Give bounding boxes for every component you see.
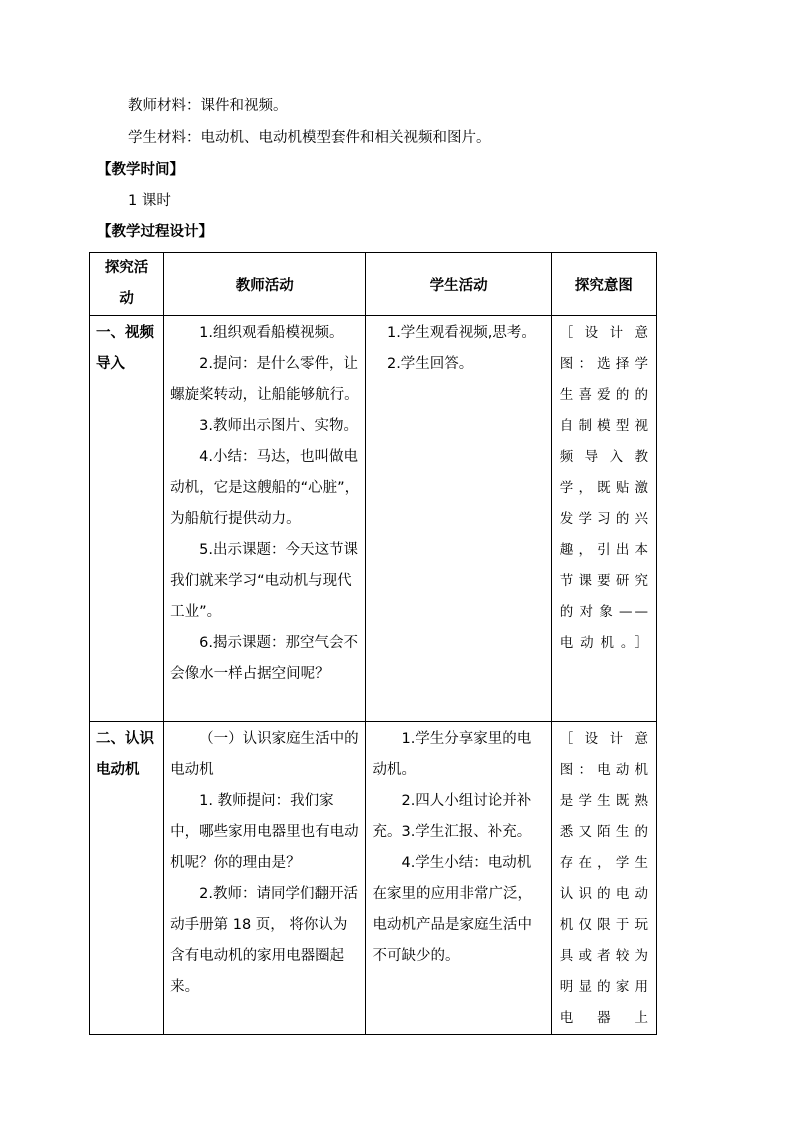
header-teacher-activity: 教师活动 bbox=[164, 253, 366, 316]
design-intent-text: ［设计意图：电动机是学生既熟悉又陌生的存在，学生认识的电动机仅限于玩具或者较为明显的家用电器上 bbox=[559, 731, 650, 1026]
student-activity-cell bbox=[366, 722, 551, 1035]
teacher-activity-cell bbox=[164, 316, 366, 722]
student-step: 2.学生回答。 bbox=[386, 356, 474, 372]
time-value: 1 课时 bbox=[128, 193, 171, 209]
intent-cell bbox=[551, 722, 656, 1035]
teacher-materials: 教师材料：课件和视频。 bbox=[128, 98, 288, 114]
header-inquiry-intent: 探究意图 bbox=[551, 253, 656, 316]
table-row bbox=[90, 722, 657, 1035]
header-inquiry-activity: 探究活动 bbox=[90, 253, 164, 316]
table-header-row bbox=[90, 253, 657, 316]
student-activity-cell bbox=[366, 316, 551, 722]
student-step: 4.学生小结：电动机在家里的应用非常广泛，电动机产品是家庭生活中不可缺少的。 bbox=[372, 855, 532, 964]
intent-cell bbox=[551, 316, 656, 722]
stage-cell: 一、视频导入 bbox=[90, 316, 164, 722]
process-heading: 【教学过程设计】 bbox=[97, 224, 213, 240]
teacher-step: 5.出示课题：今天这节课我们就来学习“电动机与现代工业”。 bbox=[170, 542, 358, 620]
teacher-step: 4.小结：马达，也叫做电动机，它是这艘船的“心脏”，为船航行提供动力。 bbox=[170, 449, 360, 527]
time-heading: 【教学时间】 bbox=[97, 162, 184, 178]
table-row bbox=[90, 316, 657, 722]
teacher-step: 1. 教师提问：我们家中，哪些家用电器里也有电动机呢？你的理由是？ bbox=[170, 793, 359, 871]
student-step: 2.四人小组讨论并补充。3.学生汇报、补充。 bbox=[372, 793, 532, 840]
teacher-activity-cell bbox=[164, 722, 366, 1035]
stage-cell: 二、认识电动机 bbox=[90, 722, 164, 1035]
student-step: 1.学生分享家里的电动机。 bbox=[372, 731, 532, 778]
teacher-step: 1.组织观看船模视频。 bbox=[199, 325, 344, 341]
teacher-step: 2.教师：请同学们翻开活动手册第 18 页， 将你认为含有电动机的家用电器圈起来。 bbox=[170, 886, 358, 995]
student-step: 1.学生观看视频,思考。 bbox=[386, 325, 536, 341]
teaching-process-table bbox=[89, 252, 657, 1035]
design-intent-text: ［设计意图：选择学生喜爱的的自制模型视频导入教学，既贴激发学习的兴趣，引出本节课要研究的对象——电动机。］ bbox=[559, 325, 650, 651]
teacher-step: 2.提问：是什么零件，让螺旋桨转动，让船能够航行。 bbox=[170, 356, 359, 403]
header-student-activity: 学生活动 bbox=[366, 253, 551, 316]
teacher-step: 6.揭示课题：那空气会不会像水一样占据空间呢？ bbox=[170, 635, 358, 682]
teacher-step: （一）认识家庭生活中的电动机 bbox=[170, 731, 359, 778]
teacher-step: 3.教师出示图片、实物。 bbox=[199, 418, 358, 434]
student-materials: 学生材料：电动机、电动机模型套件和相关视频和图片。 bbox=[128, 130, 491, 146]
